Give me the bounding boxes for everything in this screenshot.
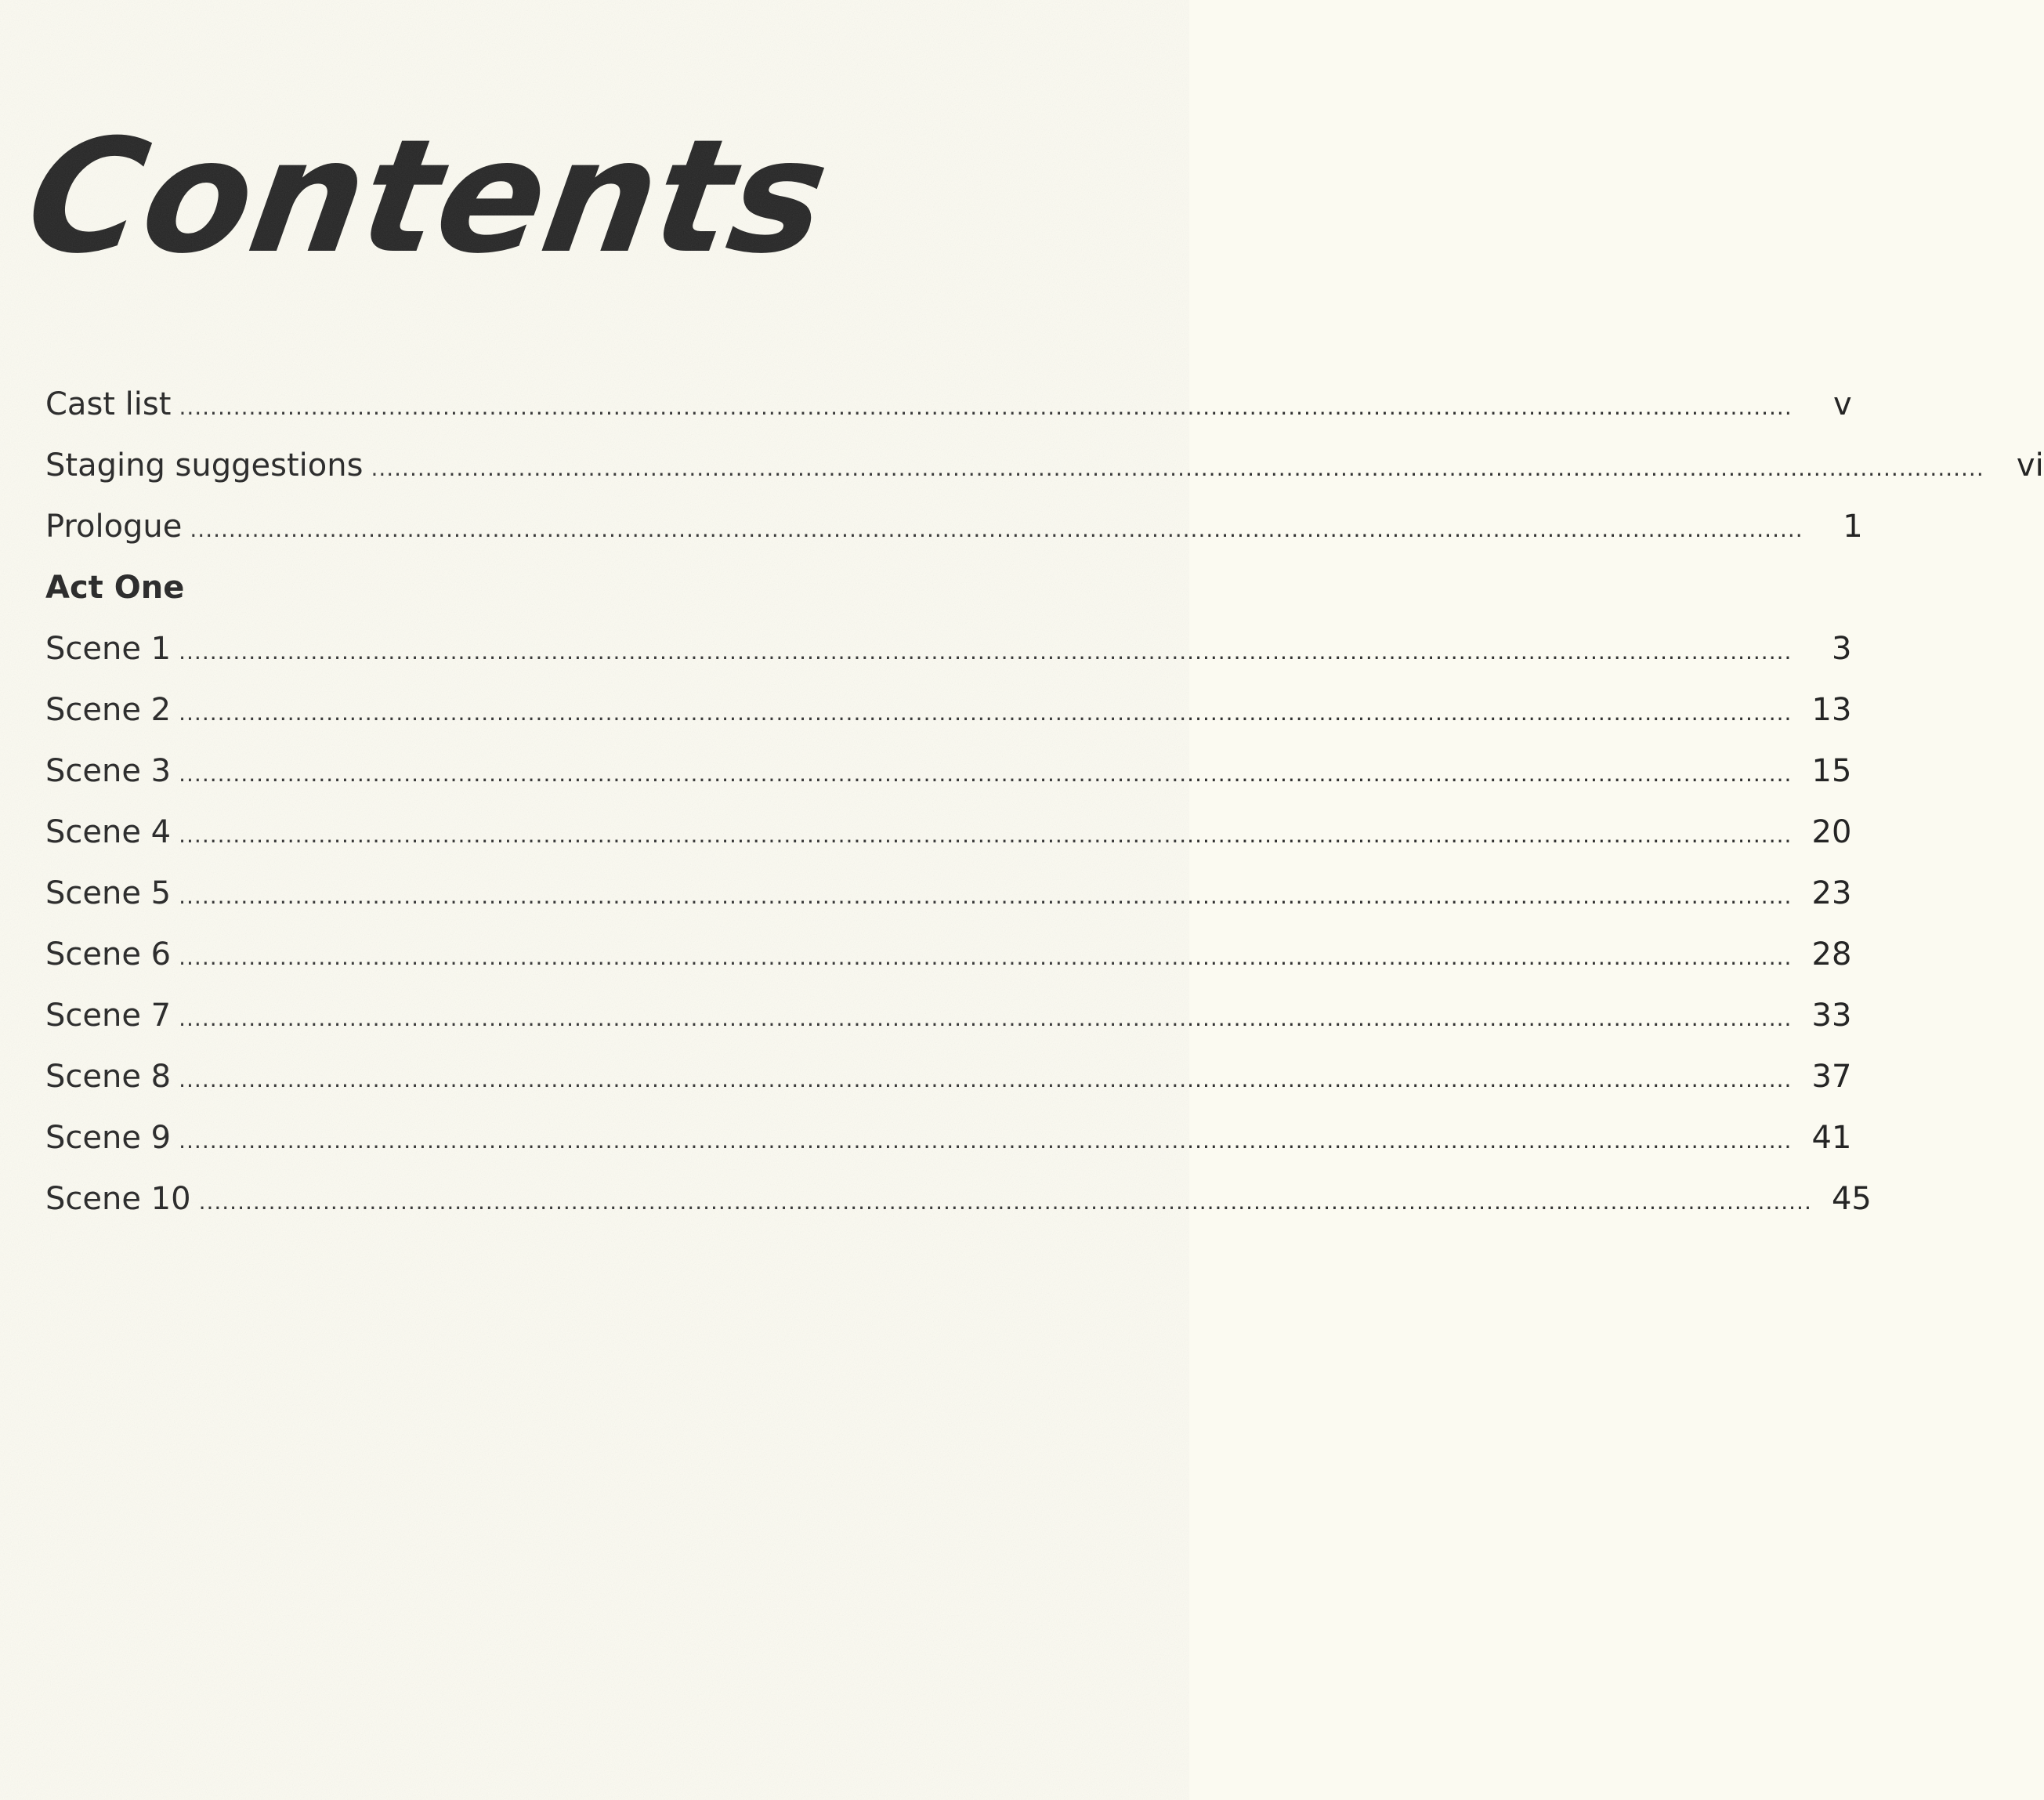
dot-leader: ................................................................................................................................................................................................................ bbox=[179, 1067, 1793, 1092]
dot-leader: ................................................................................................................................................................................................................ bbox=[179, 883, 1793, 909]
toc-item bbox=[45, 741, 1852, 802]
toc-list bbox=[45, 374, 2044, 1230]
toc-item bbox=[45, 1107, 1852, 1168]
dot-leader: ................................................................................................................................................................................................................ bbox=[198, 1189, 1812, 1215]
toc-item-page: 33 bbox=[1811, 998, 1852, 1034]
toc-item-label: Cast list bbox=[45, 386, 172, 422]
toc-item-label: Scene 2 bbox=[45, 692, 172, 728]
toc-item-label: Scene 8 bbox=[45, 1059, 172, 1095]
toc-item-page: 15 bbox=[1811, 753, 1852, 789]
dot-leader: ................................................................................................................................................................................................................ bbox=[179, 761, 1793, 787]
toc-item bbox=[45, 374, 1852, 435]
dot-leader: ................................................................................................................................................................................................................ bbox=[179, 1005, 1793, 1031]
dot-leader: ................................................................................................................................................................................................................ bbox=[179, 822, 1793, 848]
toc-item-page: 13 bbox=[1811, 692, 1852, 728]
toc-item bbox=[45, 496, 1863, 557]
toc-item-page: 20 bbox=[1811, 814, 1852, 850]
dot-leader: ................................................................................................................................................................................................................ bbox=[179, 639, 1793, 665]
toc-item bbox=[45, 924, 1852, 985]
page-title: Contents bbox=[15, 106, 840, 288]
dot-leader: ................................................................................................................................................................................................................ bbox=[179, 394, 1793, 420]
toc-item-label: Scene 3 bbox=[45, 753, 172, 789]
toc-item bbox=[45, 985, 1852, 1046]
dot-leader: ................................................................................................................................................................................................................ bbox=[179, 944, 1793, 970]
toc-item bbox=[45, 1168, 1872, 1230]
toc-item-page: vi bbox=[2016, 447, 2044, 484]
toc-item-label: Scene 1 bbox=[45, 631, 172, 667]
toc-item bbox=[45, 802, 1852, 863]
dot-leader: ................................................................................................................................................................................................................ bbox=[190, 516, 1803, 542]
toc-item-label: Scene 6 bbox=[45, 936, 172, 972]
toc-item-label: Scene 7 bbox=[45, 998, 172, 1034]
toc-item-label: Scene 4 bbox=[45, 814, 172, 850]
toc-section-title: Act One bbox=[45, 570, 185, 606]
toc-item bbox=[45, 618, 1852, 679]
toc-item bbox=[45, 435, 2044, 496]
toc-item-page: 37 bbox=[1811, 1059, 1852, 1095]
toc-item-page: v bbox=[1833, 386, 1852, 422]
toc-item bbox=[45, 679, 1852, 741]
toc-item-page: 28 bbox=[1811, 936, 1852, 972]
toc-item-label: Scene 9 bbox=[45, 1120, 172, 1156]
dot-leader: ................................................................................................................................................................................................................ bbox=[179, 700, 1793, 726]
toc-item-page: 45 bbox=[1831, 1181, 1872, 1217]
toc-item-label: Prologue bbox=[45, 509, 183, 545]
toc-item-page: 3 bbox=[1831, 631, 1852, 667]
toc-item-page: 41 bbox=[1811, 1120, 1852, 1156]
dot-leader: ................................................................................................................................................................................................................ bbox=[371, 455, 1984, 481]
toc-item-label: Scene 10 bbox=[45, 1181, 191, 1217]
toc-item-page: 23 bbox=[1811, 875, 1852, 911]
page-title-wrap bbox=[0, 106, 1081, 288]
toc-item bbox=[45, 1046, 1852, 1107]
dot-leader: ................................................................................................................................................................................................................ bbox=[179, 1128, 1793, 1154]
toc-item-page: 1 bbox=[1843, 509, 1863, 545]
toc-item-label: Staging suggestions bbox=[45, 447, 364, 484]
page-title-graphic bbox=[0, 106, 1081, 288]
toc-item bbox=[45, 863, 1852, 924]
toc-item-label: Scene 5 bbox=[45, 875, 172, 911]
